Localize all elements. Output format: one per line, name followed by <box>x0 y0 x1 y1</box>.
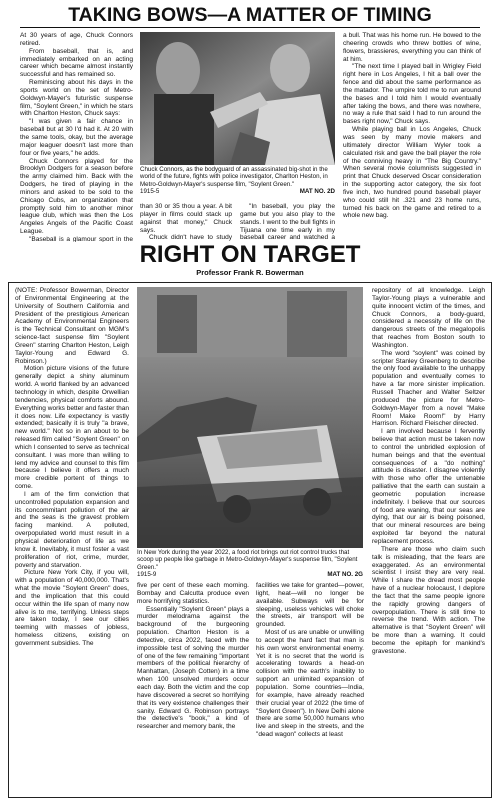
article2-col2 <box>137 582 249 792</box>
article1-col1 <box>20 32 133 242</box>
article1-col3 <box>240 203 335 241</box>
paragraph: Chuck didn't have to study <box>149 234 232 241</box>
photo1-caption-text: Chuck Connors, as the bodyguard of an assassinated big-shot in the world of the future, fights with police investigator, Charlton Heston, in Metro-Goldwyn-Mayer's suspense film, "Soylent Green." <box>140 166 328 188</box>
paragraph: facilities we take for granted—power, light, heat—will no longer be available. Subways will be for sleeping, useless vehicles will choke the streets, air transport will be grounded. <box>256 582 364 629</box>
paragraph: five per cent of these each morning. Bombay and Calcutta produce even more horrifying statistics. <box>137 582 249 605</box>
paragraph: Picture New York City, if you will, with a population of 40,000,000. That's what the movie "Soylent Green" does, and the implication that this could occur within the life span of many now alive is to me, terrifying. Unless steps are taken today, I see our cities teeming with masses of jobless, homeless citizens, existing on government subsidies. The <box>15 569 129 647</box>
photo2-mat: MAT NO. 2G <box>327 571 363 579</box>
article2-byline: Professor Frank R. Bowerman <box>196 268 304 277</box>
paragraph: Most of us are unable or unwilling to accept the hard fact that man is his own worst environmental enemy. Yet it is no secret that the world is accelerating towards a head-on collision with the earth's inability to support an unlimited expansion of population. Some countries—India, for example, have already reached their crucial year of 2022 (the time of "Soylent Green"). In New Delhi alone there are some 50,000 humans who live and sleep in the streets, and the "dead wagon" collects at least <box>256 629 364 739</box>
article2-col1 <box>15 287 129 792</box>
paragraph: Reminiscing about his days in the sports world on the set of Metro-Goldwyn-Mayer's futuristic suspense film, "Soylent Green," in which he stars with Charlton Heston, Chuck says: <box>20 79 133 118</box>
photo1-caption <box>140 166 335 202</box>
article1-col4 <box>343 32 481 242</box>
paragraph: "I was given a fair chance in baseball but at 30 I'd had it. At 20 with the same tools, okay, but the average major leaguer doesn't last more than four or five years," he adds. <box>20 118 133 157</box>
paragraph: (NOTE: Professor Bowerman, Director of Environmental Engineering at the University of Southern California and President of the prestigious American Academy of Environmental Engineers is the Technical Consultant on MGM's science-fact suspense film "Soylent Green" starring Charlton Heston, Leigh Taylor-Young and Edward G. Robinson.) <box>15 287 129 365</box>
paragraph: "The next time I played ball in Wrigley Field right here in Los Angeles, I hit a ball over the fence and did about the same performance as the matador. The umpire told me to run around the bases and I told him I would eventually after taking the bows, and there was nowhere, no way a rule that said I had to run around the bases right now," Chuck says. <box>343 63 481 126</box>
photo2-number: 1915-9 <box>137 571 157 579</box>
title-rule <box>20 27 480 28</box>
photo1-credit <box>140 188 335 195</box>
paragraph: There are those who claim such talk is misleading, that the fears are exaggerated. As an environmental scientist I insist they are very real. While I share the dread most people have of a nuclear holocaust, I deplore the fact that the same people ignore the rapidly growing dangers of overpopulation. There is still time to reverse the trend. With action. The alternative is that "Soylent Green" will be more than a warning. It could become the epitaph for mankind's gravestone. <box>372 545 485 655</box>
paragraph: While playing ball in Los Angeles, Chuck was seen by many movie makers and ultimately director William Wyler took a calculated risk and gave the ball player the role of the conniving heavy in "The Big Country." When several movie columnists suggested in print that Chuck deserved Oscar consideration in the supporting actor category, the six foot five inch, two hundred pound baseball player who could still hit .321 and 23 home runs, turned his back on the game and retired to a whole new bag. <box>343 126 481 220</box>
article1-title: TAKING BOWS—A MATTER OF TIMING <box>68 4 432 26</box>
paragraph: Chuck Connors played for the Brooklyn Dodgers for a season before the army claimed him. Back with the Dodgers, he tired of playing in the minors and asked to be sold to the Chicago Cubs, an organization that promptly sold him to another minor league club, which was then the Los Angeles Angels of the Pacific Coast League. <box>20 157 133 236</box>
photo1-number: 1915-5 <box>140 188 160 196</box>
photo-image <box>137 287 363 548</box>
photo2-caption-text: In New York during the year 2022, a food riot brings out riot control trucks that scoop up people like garbage in Metro-Goldwyn-Mayer's suspense film, "Soylent Green." <box>137 549 358 571</box>
paragraph: repository of all knowledge. Leigh Taylor-Young plays a vulnerable and quite innocent victim of the times, and Chuck Connors, a body-guard, considered a necessity of life on the dangerous streets of the megalopolis that reaches from Boston south to Washington. <box>372 287 485 349</box>
photo-connors-heston <box>140 32 335 165</box>
photo2-credit <box>137 571 363 578</box>
photo1-mat: MAT NO. 2D <box>299 188 335 196</box>
paragraph: Motion picture visions of the future generally depict a shiny aluminum world. A world flanked by an advanced technology in which, despite Orwellian tendencies, physical comforts abound. Everything works better and faster than it does now. Life expectancy is vastly extended; basically it is truly "a brave, new world." Not so in an about to be released film called "Soylent Green" on which I consented to serve as technical consultant. I was more than willing to lend my advice and counsel to this film because I believe it offers a much more credible portent of things to come. <box>15 365 129 491</box>
paragraph: I am involved because I fervently believe that action must be taken now to control the unbridled explosion of human beings and that the eventual consequences of a "do nothing" attitude is disaster. I disagree violently with those who offer the untenable palliative that the earth can sustain a geometric population increase indefinitely. I believe that our sources of food are waning, that our seas are dying, that our air is being poisoned, that our mineral resources are being exploited far beyond the natural replacement process. <box>372 428 485 545</box>
article1-col2 <box>140 203 232 241</box>
paragraph: The word "soylent" was coined by scripter Stanley Greenberg to describe the only food available to the unhappy population and eventually comes to have a far more sinister implication. Russell Thacher and Walter Seltzer produced the picture for Metro-Goldwyn-Mayer from a novel "Make Room! Make Room!" by Harry Harrison. Richard Fleischer directed. <box>372 349 485 428</box>
paragraph: From baseball, that is, and immediately embarked on an acting career which became almost instantly successful and has remained so. <box>20 47 133 79</box>
paragraph: "Baseball is a glamour sport in the <box>29 235 133 242</box>
article2-col3 <box>256 582 364 792</box>
article2-title: RIGHT ON TARGET <box>139 241 361 268</box>
photo-food-riot <box>137 287 363 548</box>
photo-image <box>140 32 335 165</box>
paragraph: I am of the firm conviction that uncontrolled population expansion and its concommitant pollution of the air and the seas is the gravest problem facing mankind. A polluted, overpopulated world must result in a physical deterioration of life as we know it. Inevitably, it must foster a vast proliferation of riot, crime, murder, poverty and starvation. <box>15 490 129 569</box>
paragraph: a bull. That was his home run. He bowed to the cheering crowds who threw bottles of wine, flowers, brassieres, everything you can think of at him. <box>343 32 481 63</box>
paragraph: than 30 or 35 thou a year. A bit player in films could stack up against that money," Chuck says. <box>140 203 232 234</box>
article2-col4 <box>372 287 485 792</box>
paragraph: At 30 years of age, Chuck Connors retired. <box>20 32 133 47</box>
photo2-caption <box>137 549 363 579</box>
paragraph: "In baseball, you play the game but you also play to the stands. I went to the bull fights in Tijuana one time early in my baseball career and watched a <box>240 203 335 241</box>
paragraph: Essentially "Soylent Green" plays a murder melodrama against the background of the burgeoning population. Charlton Heston is a detective, circa 2022, faced with the impossible test of solving the murder of one of the few remaining "important members of the political hierarchy of Manhattan, (Joseph Cotten) in a time when 100 unsolved murders occur each day. Both the victim and the cop have discovered a secret so horrifying that its very existence challenges their sanity. Edward G. Robinson portrays the detective's "book," a kind of researcher and memory bank, the <box>137 605 249 731</box>
